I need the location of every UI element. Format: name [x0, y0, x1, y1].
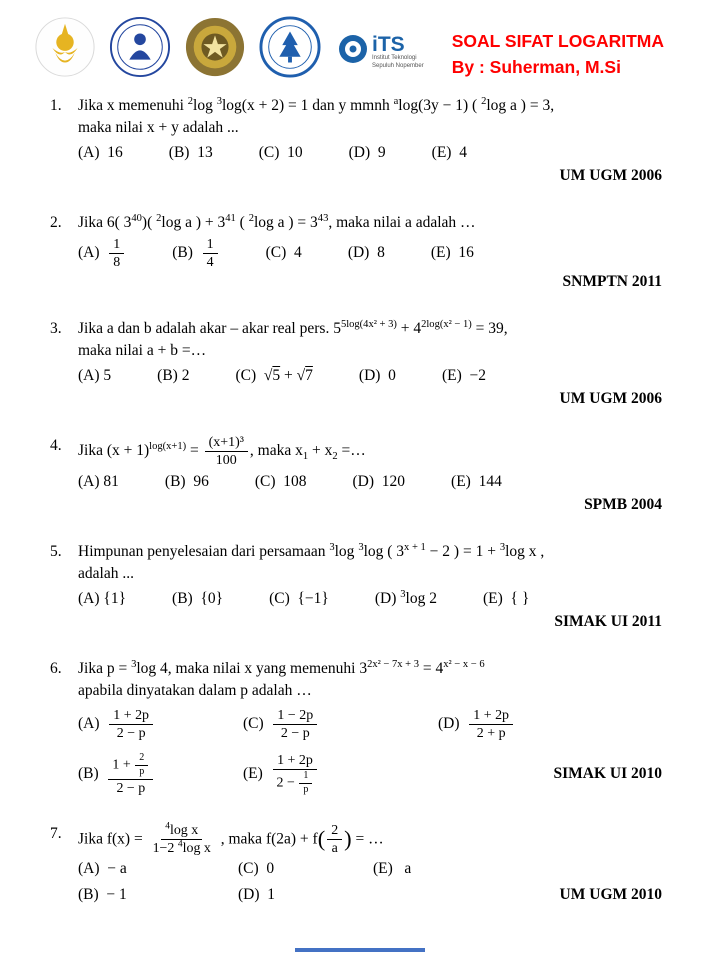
exam-source: UM UGM 2006	[559, 389, 662, 407]
problem-text: maka nilai x + y adalah ...	[78, 118, 239, 136]
option-d: (D) $^3$log 2	[374, 588, 437, 607]
options-grid	[50, 708, 662, 796]
option-b: (B) 13	[168, 143, 213, 161]
option-c: (C) $\frac{1 - 2p}{2 - p}$	[243, 708, 438, 741]
option-e: (E) a	[373, 859, 412, 877]
itb-ganesha-logo-icon	[109, 16, 171, 78]
exam-source: UM UGM 2006	[559, 166, 662, 184]
university-logos	[34, 16, 424, 78]
option-c: (C) {−1}	[269, 589, 329, 607]
problem-2	[50, 212, 662, 291]
problem-text: Jika 6( $3^{40}$)( $^2$log a ) + $3^{41}$ ( $^2$log a ) = $3^{43}$, maka nilai a adalah …	[78, 212, 476, 231]
its-logo	[338, 34, 424, 71]
option-c: (C) 0	[238, 859, 275, 877]
exam-source: SNMPTN 2011	[562, 272, 662, 290]
option-b: (B) 96	[164, 472, 209, 490]
problem-4	[50, 435, 662, 514]
exam-source: SIMAK UI 2011	[554, 612, 662, 630]
problem-text: Jika x memenuhi $^2$log $^3$log(x + 2) = 1 dan y mmnh $^a$log(3y − 1) ( $^2$log a ) = 3,	[78, 95, 555, 114]
option-b: (B) 2	[157, 366, 190, 384]
options-grid	[50, 860, 662, 904]
ugm-logo-icon	[184, 16, 246, 78]
problem-number: 4.	[50, 436, 62, 454]
option-e: (E) 16	[430, 244, 474, 262]
problem-text: Jika p = $^3$log 4, maka nilai x yang memenuhi $3^{2x^2 - 7x + 3} = 4^{x^2 - x - 6}$	[78, 658, 485, 677]
byline: By : Suherman, M.Si	[451, 57, 621, 78]
option-d: (D) 0	[358, 366, 396, 384]
problem-3	[50, 318, 662, 408]
option-d: (D) 120	[352, 472, 406, 490]
option-d: (D) 1	[238, 885, 276, 903]
its-subtext-line2: Sepuluh Nopember	[372, 62, 424, 69]
problem-list	[0, 83, 720, 904]
option-d: (D) 8	[347, 244, 385, 262]
option-a: (A) − a	[78, 859, 127, 877]
page-title: SOAL SIFAT LOGARITMA	[451, 31, 664, 51]
options-row	[50, 365, 662, 387]
problem-6	[50, 658, 662, 796]
option-a: (A) {1}	[78, 589, 127, 607]
problem-number: 6.	[50, 659, 62, 677]
option-a: (A) $\frac{1 + 2p}{2 - p}$	[78, 708, 243, 741]
option-e: (E) { }	[482, 589, 530, 607]
options-row	[50, 588, 662, 610]
exam-source: SIMAK UI 2010	[553, 765, 662, 783]
problem-1	[50, 95, 662, 185]
page-header	[0, 0, 720, 83]
option-e: (E) 1 + 2p 2 − $\frac{1}{p}$	[243, 753, 438, 796]
options-row	[50, 237, 662, 270]
problem-7	[50, 823, 662, 904]
footer-accent-line	[295, 948, 425, 952]
options-row	[50, 142, 662, 164]
option-a: (A) 5	[78, 366, 112, 384]
option-c: (C) 108	[254, 472, 307, 490]
option-e: (E) −2	[441, 366, 486, 384]
option-b: (B) − 1	[78, 885, 127, 903]
option-b: (B) 1 + $\frac{2}{p}$ 2 − p	[78, 753, 243, 796]
its-wordmark: iTS	[372, 32, 405, 56]
option-a: (A) 16	[78, 143, 123, 161]
problem-number: 2.	[50, 213, 62, 231]
option-d: (D) $\frac{1 + 2p}{2 + p}$	[438, 708, 662, 741]
problem-number: 1.	[50, 96, 62, 114]
option-e: (E) 144	[451, 472, 502, 490]
option-c: (C) √5 + √7	[235, 366, 313, 384]
option-c: (C) 4	[265, 244, 302, 262]
problem-5	[50, 541, 662, 631]
option-b: (B) $\frac{1}{4}$	[172, 237, 219, 270]
option-a: (A) $\frac{1}{8}$	[78, 237, 126, 270]
problem-number: 5.	[50, 542, 62, 560]
exam-source: UM UGM 2010	[559, 885, 662, 903]
problem-text: adalah ...	[78, 564, 134, 582]
problem-text: Jika a dan b adalah akar – akar real pers. $5^{5log(4x^2 + 3)} + 4^{2log(x^2 - 1)} = 39$,	[78, 318, 508, 337]
option-b: (B) {0}	[172, 589, 224, 607]
ui-makara-logo-icon	[34, 16, 96, 78]
document-title-block	[452, 28, 664, 81]
options-row	[50, 471, 662, 493]
problem-number: 3.	[50, 319, 62, 337]
option-d: (D) 9	[348, 143, 386, 161]
ipb-logo-icon	[259, 16, 321, 78]
option-c: (C) 10	[258, 143, 303, 161]
problem-text: Jika f(x) = $\frac{^4\log x}{1-2 ^4\log x}$ , maka f(2a) + f( $\frac{2}{a}$ ) = …	[78, 821, 384, 856]
problem-text: Jika $(x + 1)^{log(x+1)}$ = $\frac{\text{(x+1)³}}{100}$ , maka $x_1 + x_2$ =…	[78, 434, 366, 468]
problem-number: 7.	[50, 824, 62, 842]
exam-source: SPMB 2004	[584, 495, 662, 513]
its-emblem-icon	[338, 34, 368, 64]
problem-text: apabila dinyatakan dalam p adalah …	[78, 681, 312, 699]
problem-text: Himpunan penyelesaian dari persamaan $^3$log $^3$log ( $3^{x + 1} - 2$ ) = 1 + $^3$log x ,	[78, 541, 545, 560]
its-subtext-line1: Institut Teknologi	[372, 54, 417, 61]
option-a: (A) 81	[78, 472, 119, 490]
problem-text: maka nilai a + b =…	[78, 341, 207, 359]
option-e: (E) 4	[431, 143, 467, 161]
